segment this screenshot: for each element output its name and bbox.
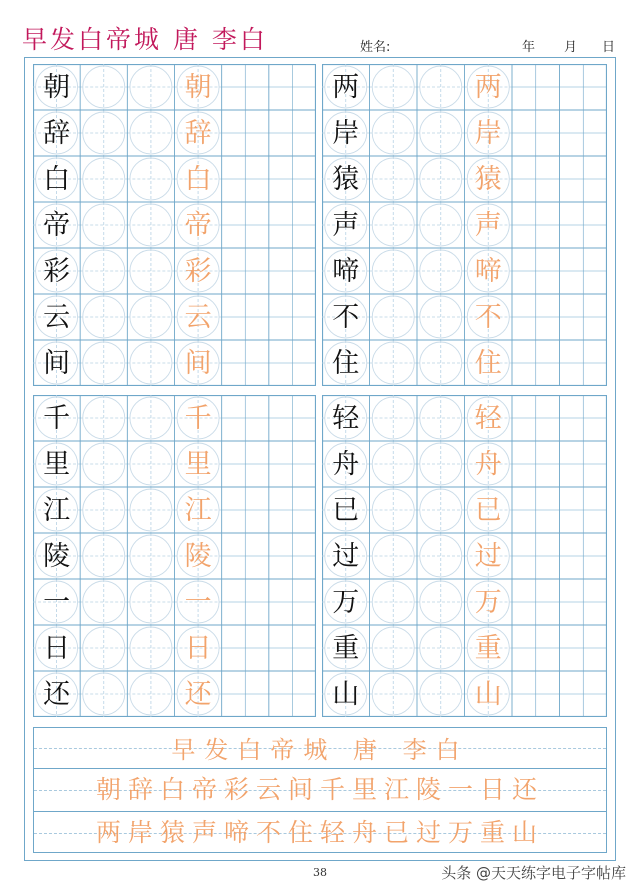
watermark: 头条 @天天练字电子字帖库 xyxy=(441,864,626,882)
trace-character: 千 xyxy=(184,402,212,434)
trace-character: 轻 xyxy=(474,402,502,434)
year-label: 年 xyxy=(522,40,536,55)
trace-character: 已 xyxy=(474,494,502,526)
trace-character: 白 xyxy=(184,163,212,195)
practice-block-2 xyxy=(322,64,607,386)
model-character: 猿 xyxy=(332,163,360,195)
trace-character: 重 xyxy=(474,632,502,664)
name-label: 姓名: xyxy=(360,40,391,55)
model-character: 已 xyxy=(332,494,360,526)
trace-character: 声 xyxy=(474,209,502,241)
trace-character: 朝 xyxy=(184,71,212,103)
trace-character: 间 xyxy=(184,347,212,379)
month-label: 月 xyxy=(564,40,578,55)
trace-character: 日 xyxy=(184,632,212,664)
poem-line-1: 朝辞白帝彩云间千里江陵一日还 xyxy=(95,775,544,804)
trace-character: 啼 xyxy=(474,255,502,287)
model-character: 白 xyxy=(43,163,71,195)
model-character: 啼 xyxy=(332,255,360,287)
model-character: 还 xyxy=(43,678,71,710)
model-character: 帝 xyxy=(43,209,71,241)
practice-block-4 xyxy=(322,395,607,717)
trace-character: 辞 xyxy=(184,117,212,149)
model-character: 万 xyxy=(332,586,360,618)
trace-character: 彩 xyxy=(184,255,212,287)
trace-character: 里 xyxy=(184,448,212,480)
model-character: 舟 xyxy=(332,448,360,480)
model-character: 朝 xyxy=(43,71,71,103)
model-character: 两 xyxy=(332,71,360,103)
page-number: 38 xyxy=(313,866,327,879)
practice-block-1 xyxy=(33,64,316,386)
poem-line-2: 两岸猿声啼不住轻舟已过万重山 xyxy=(95,818,544,847)
trace-character: 住 xyxy=(474,347,502,379)
trace-character: 江 xyxy=(184,494,212,526)
model-character: 过 xyxy=(332,540,360,572)
trace-character: 云 xyxy=(184,301,212,333)
trace-character: 不 xyxy=(474,301,502,333)
model-character: 岸 xyxy=(332,117,360,149)
model-character: 云 xyxy=(43,301,71,333)
trace-character: 岸 xyxy=(474,117,502,149)
model-character: 不 xyxy=(332,301,360,333)
model-character: 重 xyxy=(332,632,360,664)
model-character: 间 xyxy=(43,347,71,379)
model-character: 千 xyxy=(43,402,71,434)
trace-character: 帝 xyxy=(184,209,212,241)
poem-heading: 早发白帝城 唐 李白 xyxy=(171,736,469,764)
model-character: 山 xyxy=(332,678,360,710)
page-title: 早发白帝城 唐 李白 xyxy=(22,25,268,54)
day-label: 日 xyxy=(602,40,616,55)
model-character: 声 xyxy=(332,209,360,241)
trace-character: 两 xyxy=(474,71,502,103)
model-character: 一 xyxy=(43,586,71,618)
model-character: 里 xyxy=(43,448,71,480)
model-character: 日 xyxy=(43,632,71,664)
model-character: 江 xyxy=(43,494,71,526)
trace-character: 还 xyxy=(184,678,212,710)
trace-character: 过 xyxy=(474,540,502,572)
trace-character: 陵 xyxy=(184,540,212,572)
trace-character: 万 xyxy=(474,586,502,618)
poem-panel xyxy=(33,727,607,853)
practice-block-3 xyxy=(33,395,316,717)
trace-character: 舟 xyxy=(474,448,502,480)
model-character: 陵 xyxy=(43,540,71,572)
trace-character: 一 xyxy=(184,586,212,618)
model-character: 辞 xyxy=(43,117,71,149)
trace-character: 山 xyxy=(474,678,502,710)
model-character: 彩 xyxy=(43,255,71,287)
trace-character: 猿 xyxy=(474,163,502,195)
model-character: 住 xyxy=(332,347,360,379)
model-character: 轻 xyxy=(332,402,360,434)
